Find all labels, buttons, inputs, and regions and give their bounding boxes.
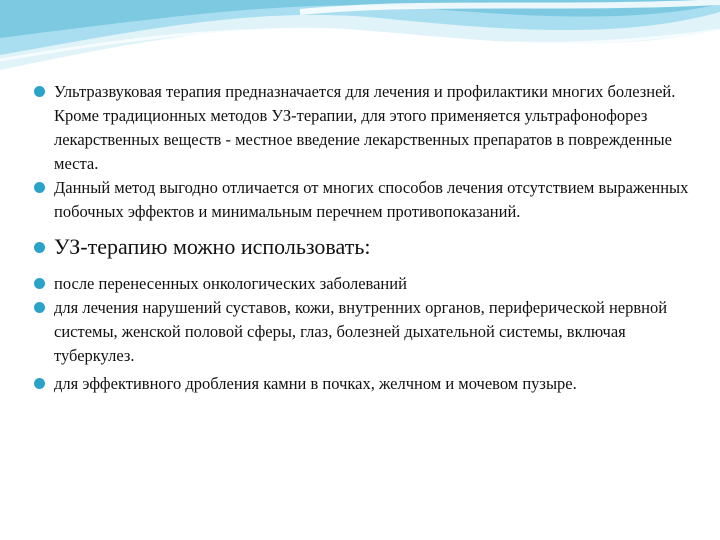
list-item-text: для лечения нарушений суставов, кожи, внутренних органов, периферической нервной системы, женской половой сферы, глаз, болезней дыхательной системы, включая туберкулез. [54, 298, 668, 365]
list-item-text: для эффективного дробления камни в почках, желчном и мочевом пузыре. [54, 374, 577, 393]
list-item-text: Данный метод выгодно отличается от многих способов лечения отсутствием выраженных побочных эффектов и минимальным перечнем противопоказаний. [54, 178, 689, 221]
round-bullet-icon [34, 278, 45, 289]
list-item-text: после перенесенных онкологических заболеваний [54, 274, 407, 293]
round-bullet-icon [34, 302, 45, 313]
content [30, 80, 690, 396]
list-heading [30, 232, 690, 262]
list-item [30, 296, 690, 368]
round-bullet-icon [34, 86, 45, 97]
list-item [30, 176, 690, 224]
list-item [30, 272, 690, 296]
round-bullet-icon [34, 378, 45, 389]
list-item-text: Ультразвуковая терапия предназначается для лечения и профилактики многих болезней. Кроме традиционных методов УЗ-терапии, для этого применяется ультрафонофорез лекарственных веществ - местное введение лекарственных препаратов в поврежденные места. [54, 82, 676, 173]
list-item [30, 372, 690, 396]
round-bullet-icon [34, 182, 45, 193]
list-item [30, 80, 690, 176]
header-wave-decoration [0, 0, 720, 80]
list-heading-text: УЗ-терапию можно использовать: [54, 234, 371, 259]
round-bullet-icon [34, 242, 45, 253]
